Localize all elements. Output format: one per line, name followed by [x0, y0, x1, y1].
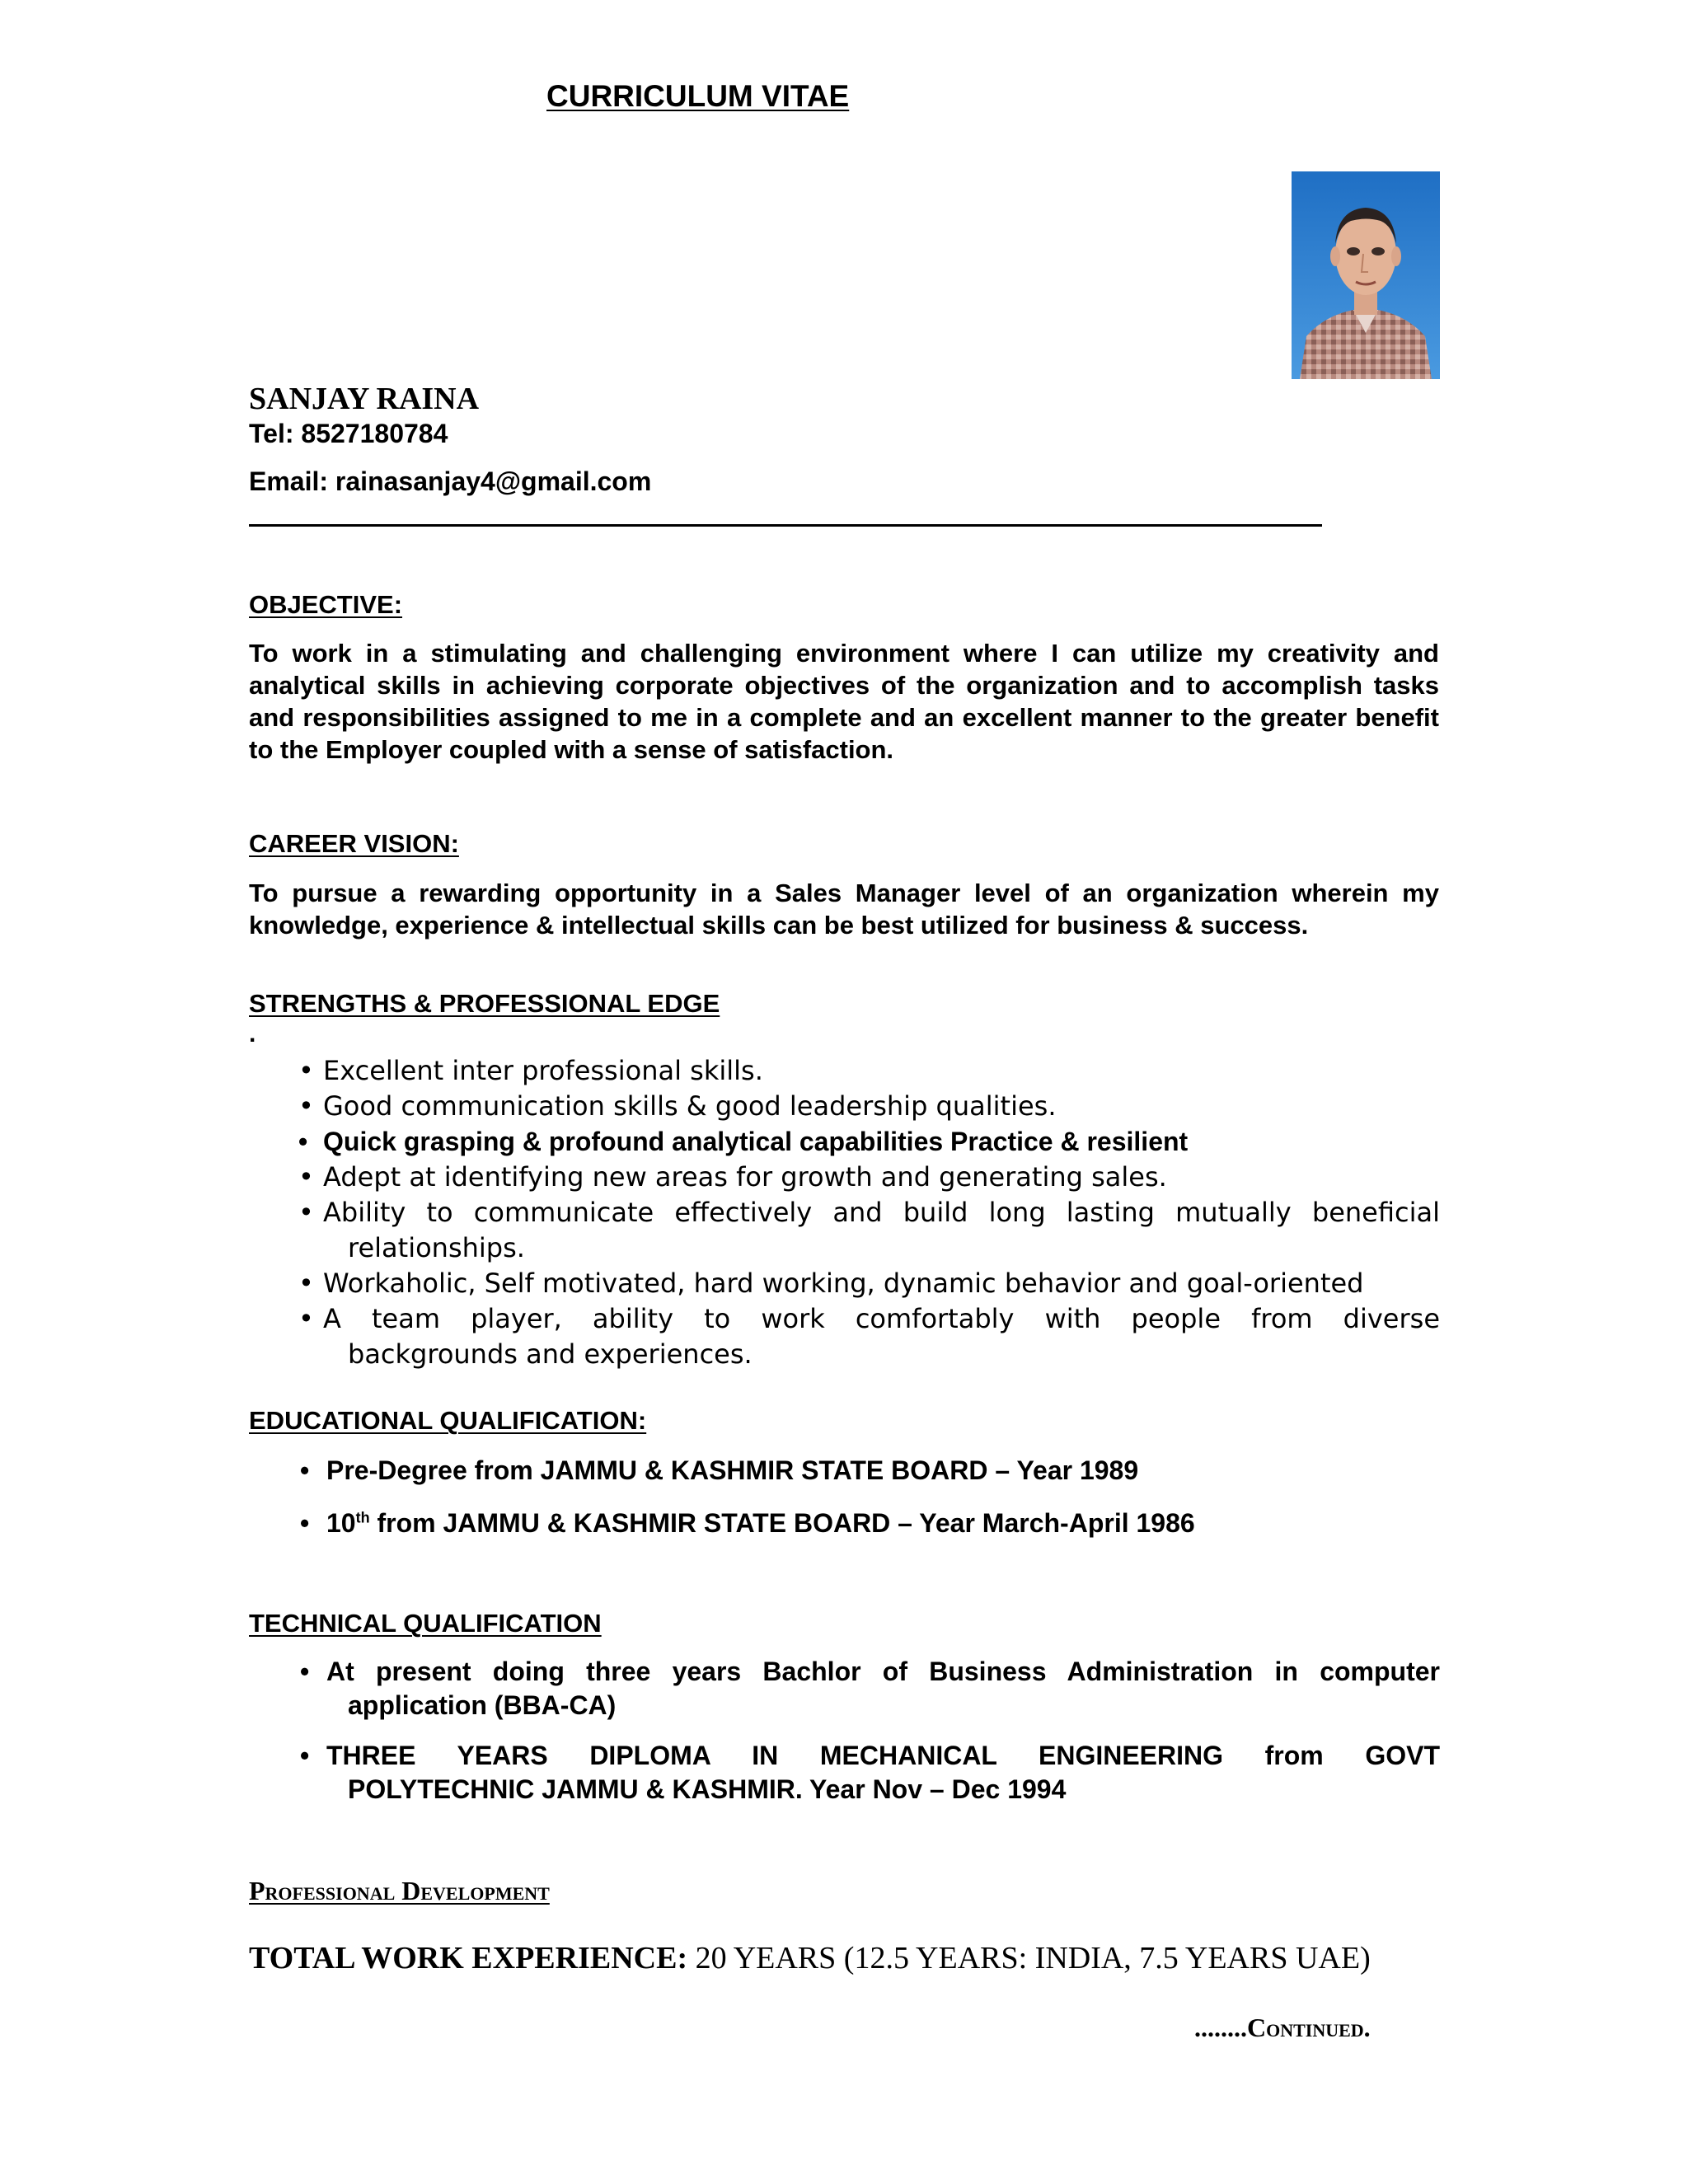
bullet-icon: • [298, 1055, 314, 1086]
bullet-icon: • [300, 1455, 310, 1485]
objective-heading: OBJECTIVE: [249, 590, 403, 619]
list-item: • Workaholic, Self motivated, hard working, dynamic behavior and goal-oriented [300, 1266, 1440, 1301]
career-vision-heading: CAREER VISION: [249, 829, 459, 858]
document-title: CURRICULUM VITAE [546, 79, 850, 113]
list-item: • Adept at identifying new areas for growth and generating sales. [300, 1160, 1440, 1195]
list-item: • A team player, ability to work comfortably with people from diverse backgrounds and experiences. [298, 1303, 1440, 1370]
profile-photo [1292, 171, 1440, 379]
education-item: • 10th from JAMMU & KASHMIR STATE BOARD – Year March-April 1986 [300, 1508, 1195, 1538]
strengths-list [300, 1053, 1440, 1372]
bullet-icon: • [298, 1161, 314, 1193]
education-heading: EDUCATIONAL QUALIFICATION: [249, 1406, 647, 1435]
header-divider [249, 524, 1322, 527]
stray-dot: . [249, 1020, 256, 1047]
bullet-icon: • [300, 1508, 310, 1538]
continued-note: ........Continued. [1194, 2013, 1371, 2042]
bullet-icon: • [298, 1090, 314, 1122]
phone-number: Tel: 8527180784 [249, 419, 448, 448]
bullet-icon: • [298, 1268, 314, 1299]
objective-text: To work in a stimulating and challenging environment where I can utilize my creativity and analytical skills in achieving corporate objectives of the organization and to accomplish tasks and responsibilities assigned to me in a complete and an excellent manner to the greater benefit to the Employer coupled with a sense of satisfaction. [249, 639, 1439, 764]
bullet-icon: • [298, 1303, 314, 1334]
bullet-icon: • [298, 1127, 308, 1156]
technical-item: • THREE YEARS DIPLOMA IN MECHANICAL ENGINEERING from GOVT POLYTECHNIC JAMMU & KASHMIR. Year Nov – Dec 1994 [300, 1741, 1440, 1804]
technical-item: • At present doing three years Bachlor of Business Administration in computer application (BBA-CA) [300, 1657, 1440, 1720]
bullet-icon: • [300, 1741, 310, 1770]
education-item: • Pre-Degree from JAMMU & KASHMIR STATE BOARD – Year 1989 [300, 1455, 1139, 1485]
professional-development-heading: Professional Development [249, 1876, 550, 1905]
strengths-heading: STRENGTHS & PROFESSIONAL EDGE [249, 989, 720, 1018]
list-item: • Ability to communicate effectively and build long lasting mutually beneficial relationships. [298, 1197, 1440, 1263]
list-item: • Quick grasping & profound analytical capabilities Practice & resilient [300, 1124, 1440, 1160]
bullet-icon: • [298, 1197, 314, 1228]
list-item: • Excellent inter professional skills. [300, 1053, 1440, 1089]
list-item: • Good communication skills & good leadership qualities. [300, 1089, 1440, 1124]
technical-heading: TECHNICAL QUALIFICATION [249, 1609, 602, 1638]
email-address: Email: rainasanjay4@gmail.com [249, 466, 652, 496]
profile-photo-image [1292, 171, 1440, 379]
career-vision-text: To pursue a rewarding opportunity in a Sales Manager level of an organization wherein my knowledge, experience & intellectual skills can be best utilized for business & success. [249, 879, 1439, 940]
candidate-name: SANJAY RAINA [249, 382, 480, 416]
total-work-experience: TOTAL WORK EXPERIENCE: 20 YEARS (12.5 YEARS: INDIA, 7.5 YEARS UAE) [249, 1941, 1371, 1975]
bullet-icon: • [300, 1657, 310, 1686]
